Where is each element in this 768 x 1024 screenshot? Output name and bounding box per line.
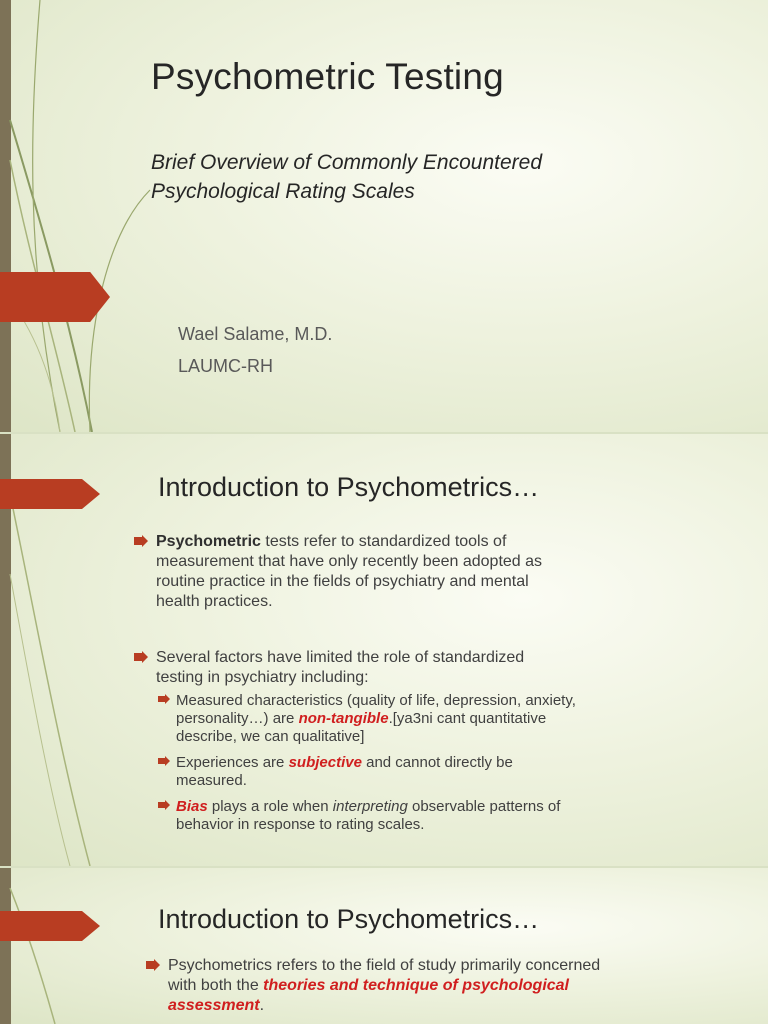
bullet-line bbox=[168, 976, 746, 996]
text-run: personality…) are bbox=[176, 710, 299, 727]
bullet-line bbox=[168, 996, 746, 1016]
decorative-curves bbox=[0, 868, 120, 1024]
bullet-line: behavior in response to rating scales. bbox=[176, 816, 425, 833]
sub-bullet-item bbox=[158, 798, 734, 834]
author-affiliation: LAUMC-RH bbox=[178, 356, 274, 376]
bullet-item bbox=[134, 532, 734, 612]
highlight-term: non-tangible bbox=[298, 710, 389, 727]
highlight-term: assessment bbox=[168, 997, 260, 1014]
bullet-line bbox=[156, 532, 734, 552]
text-run: . bbox=[259, 997, 265, 1014]
italic-term: interpreting bbox=[332, 798, 408, 815]
bullet-list bbox=[146, 956, 746, 1016]
arrow-bullet-icon bbox=[158, 800, 170, 810]
bullet-item bbox=[134, 648, 734, 688]
arrow-bullet-icon bbox=[158, 694, 170, 704]
bullet-line: describe, we can qualitative] bbox=[176, 728, 365, 745]
bullet-line: measured. bbox=[176, 772, 247, 789]
slide-heading: Introduction to Psychometrics… bbox=[158, 472, 540, 502]
accent-tab bbox=[0, 479, 100, 509]
bullet-list bbox=[134, 532, 734, 834]
subtitle-line: Psychological Rating Scales bbox=[151, 180, 415, 203]
slide-intro-1 bbox=[0, 434, 768, 866]
highlight-term: theories and technique of psychological bbox=[263, 977, 569, 994]
slide-heading: Introduction to Psychometrics… bbox=[158, 904, 540, 934]
text-run: and cannot directly be bbox=[361, 754, 513, 771]
accent-tab bbox=[0, 911, 100, 941]
slide-title bbox=[0, 0, 768, 432]
text-run: .[ya3ni cant quantitative bbox=[388, 710, 547, 727]
slide-subtitle bbox=[151, 148, 671, 206]
arrow-bullet-icon bbox=[134, 651, 148, 663]
slide-title-text: Psychometric Testing bbox=[151, 56, 504, 97]
bullet-line bbox=[176, 710, 734, 728]
bullet-line: measurement that have only recently been adopted as bbox=[156, 553, 543, 570]
arrow-bullet-icon bbox=[146, 959, 160, 971]
highlight-term: subjective bbox=[288, 754, 362, 771]
bullet-line bbox=[176, 754, 734, 772]
text-run: observable patterns of bbox=[407, 798, 561, 815]
bullet-line: testing in psychiatry including: bbox=[156, 669, 369, 686]
accent-tab bbox=[0, 272, 110, 322]
bullet-line: Measured characteristics (quality of life, depression, anxiety, bbox=[176, 692, 576, 709]
bullet-item bbox=[146, 956, 746, 1016]
sub-bullet-item bbox=[158, 692, 734, 746]
slide-intro-2 bbox=[0, 868, 768, 1024]
bullet-line: Psychometrics refers to the field of study primarily concerned bbox=[168, 957, 601, 974]
bullet-line: Several factors have limited the role of standardized bbox=[156, 649, 525, 666]
arrow-bullet-icon bbox=[134, 535, 148, 547]
arrow-bullet-icon bbox=[158, 756, 170, 766]
sub-bullet-item bbox=[158, 754, 734, 790]
bullet-line: health practices. bbox=[156, 593, 273, 610]
text-run: plays a role when bbox=[207, 798, 333, 815]
text-run: Experiences are bbox=[176, 754, 289, 771]
author-name: Wael Salame, M.D. bbox=[178, 324, 333, 344]
bullet-line bbox=[176, 798, 734, 816]
bullet-line: routine practice in the fields of psychiatry and mental bbox=[156, 573, 529, 590]
text-run: tests refer to standardized tools of bbox=[260, 533, 507, 550]
highlight-term: Bias bbox=[176, 798, 208, 815]
bold-term: Psychometric bbox=[156, 533, 261, 550]
author-block bbox=[178, 318, 332, 382]
subtitle-line: Brief Overview of Commonly Encountered bbox=[151, 151, 542, 174]
text-run: with both the bbox=[168, 977, 264, 994]
